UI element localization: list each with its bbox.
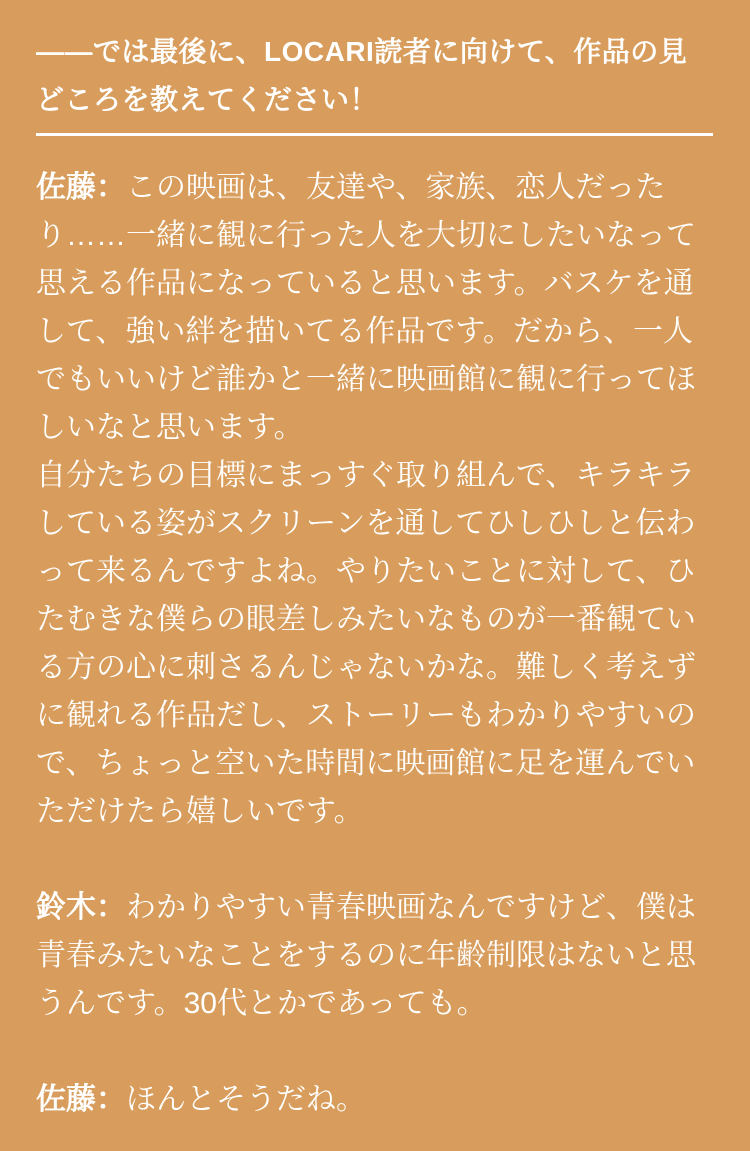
answer-text: この映画は、友達や、家族、恋人だったり……一緒に観に行った人を大切にしたいなって思える作品になっていると思います。バスケを通して、強い絆を描いてる作品です。だから、一人でもいいけど誰かと一緒に映画館に観に行ってほしいなと思います。	[36, 171, 696, 444]
answer-paragraph-sato-2	[36, 1076, 713, 1124]
answer-text-continued: 自分たちの目標にまっすぐ取り組んで、キラキラしている姿がスクリーンを通してひしひしと伝わって来るんですよね。やりたいことに対して、ひたむきな僕らの眼差しみたいなものが一番観ている方の心に刺さるんじゃないかな。難しく考えずに観れる作品だし、ストーリーもわかりやすいので、ちょっと空いた時間に映画館に足を運んでいただけたら嬉しいです。	[36, 459, 696, 828]
answer-paragraph-sato-1	[36, 164, 713, 836]
answer-text: ほんとそうだね。	[126, 1083, 366, 1116]
answer-paragraph-suzuki	[36, 884, 713, 1028]
speaker-name: 佐藤：	[36, 1083, 126, 1116]
speaker-name: 鈴木：	[36, 891, 126, 924]
interview-answers	[36, 164, 713, 1124]
answer-text: わかりやすい青春映画なんですけど、僕は青春みたいなことをするのに年齢制限はないと思うんです。30代とかであっても。	[36, 891, 696, 1020]
interviewer-question: ――では最後に、LOCARI読者に向けて、作品の見どころを教えてください！	[36, 36, 688, 115]
divider-line	[36, 133, 713, 136]
speaker-name: 佐藤：	[36, 171, 126, 204]
